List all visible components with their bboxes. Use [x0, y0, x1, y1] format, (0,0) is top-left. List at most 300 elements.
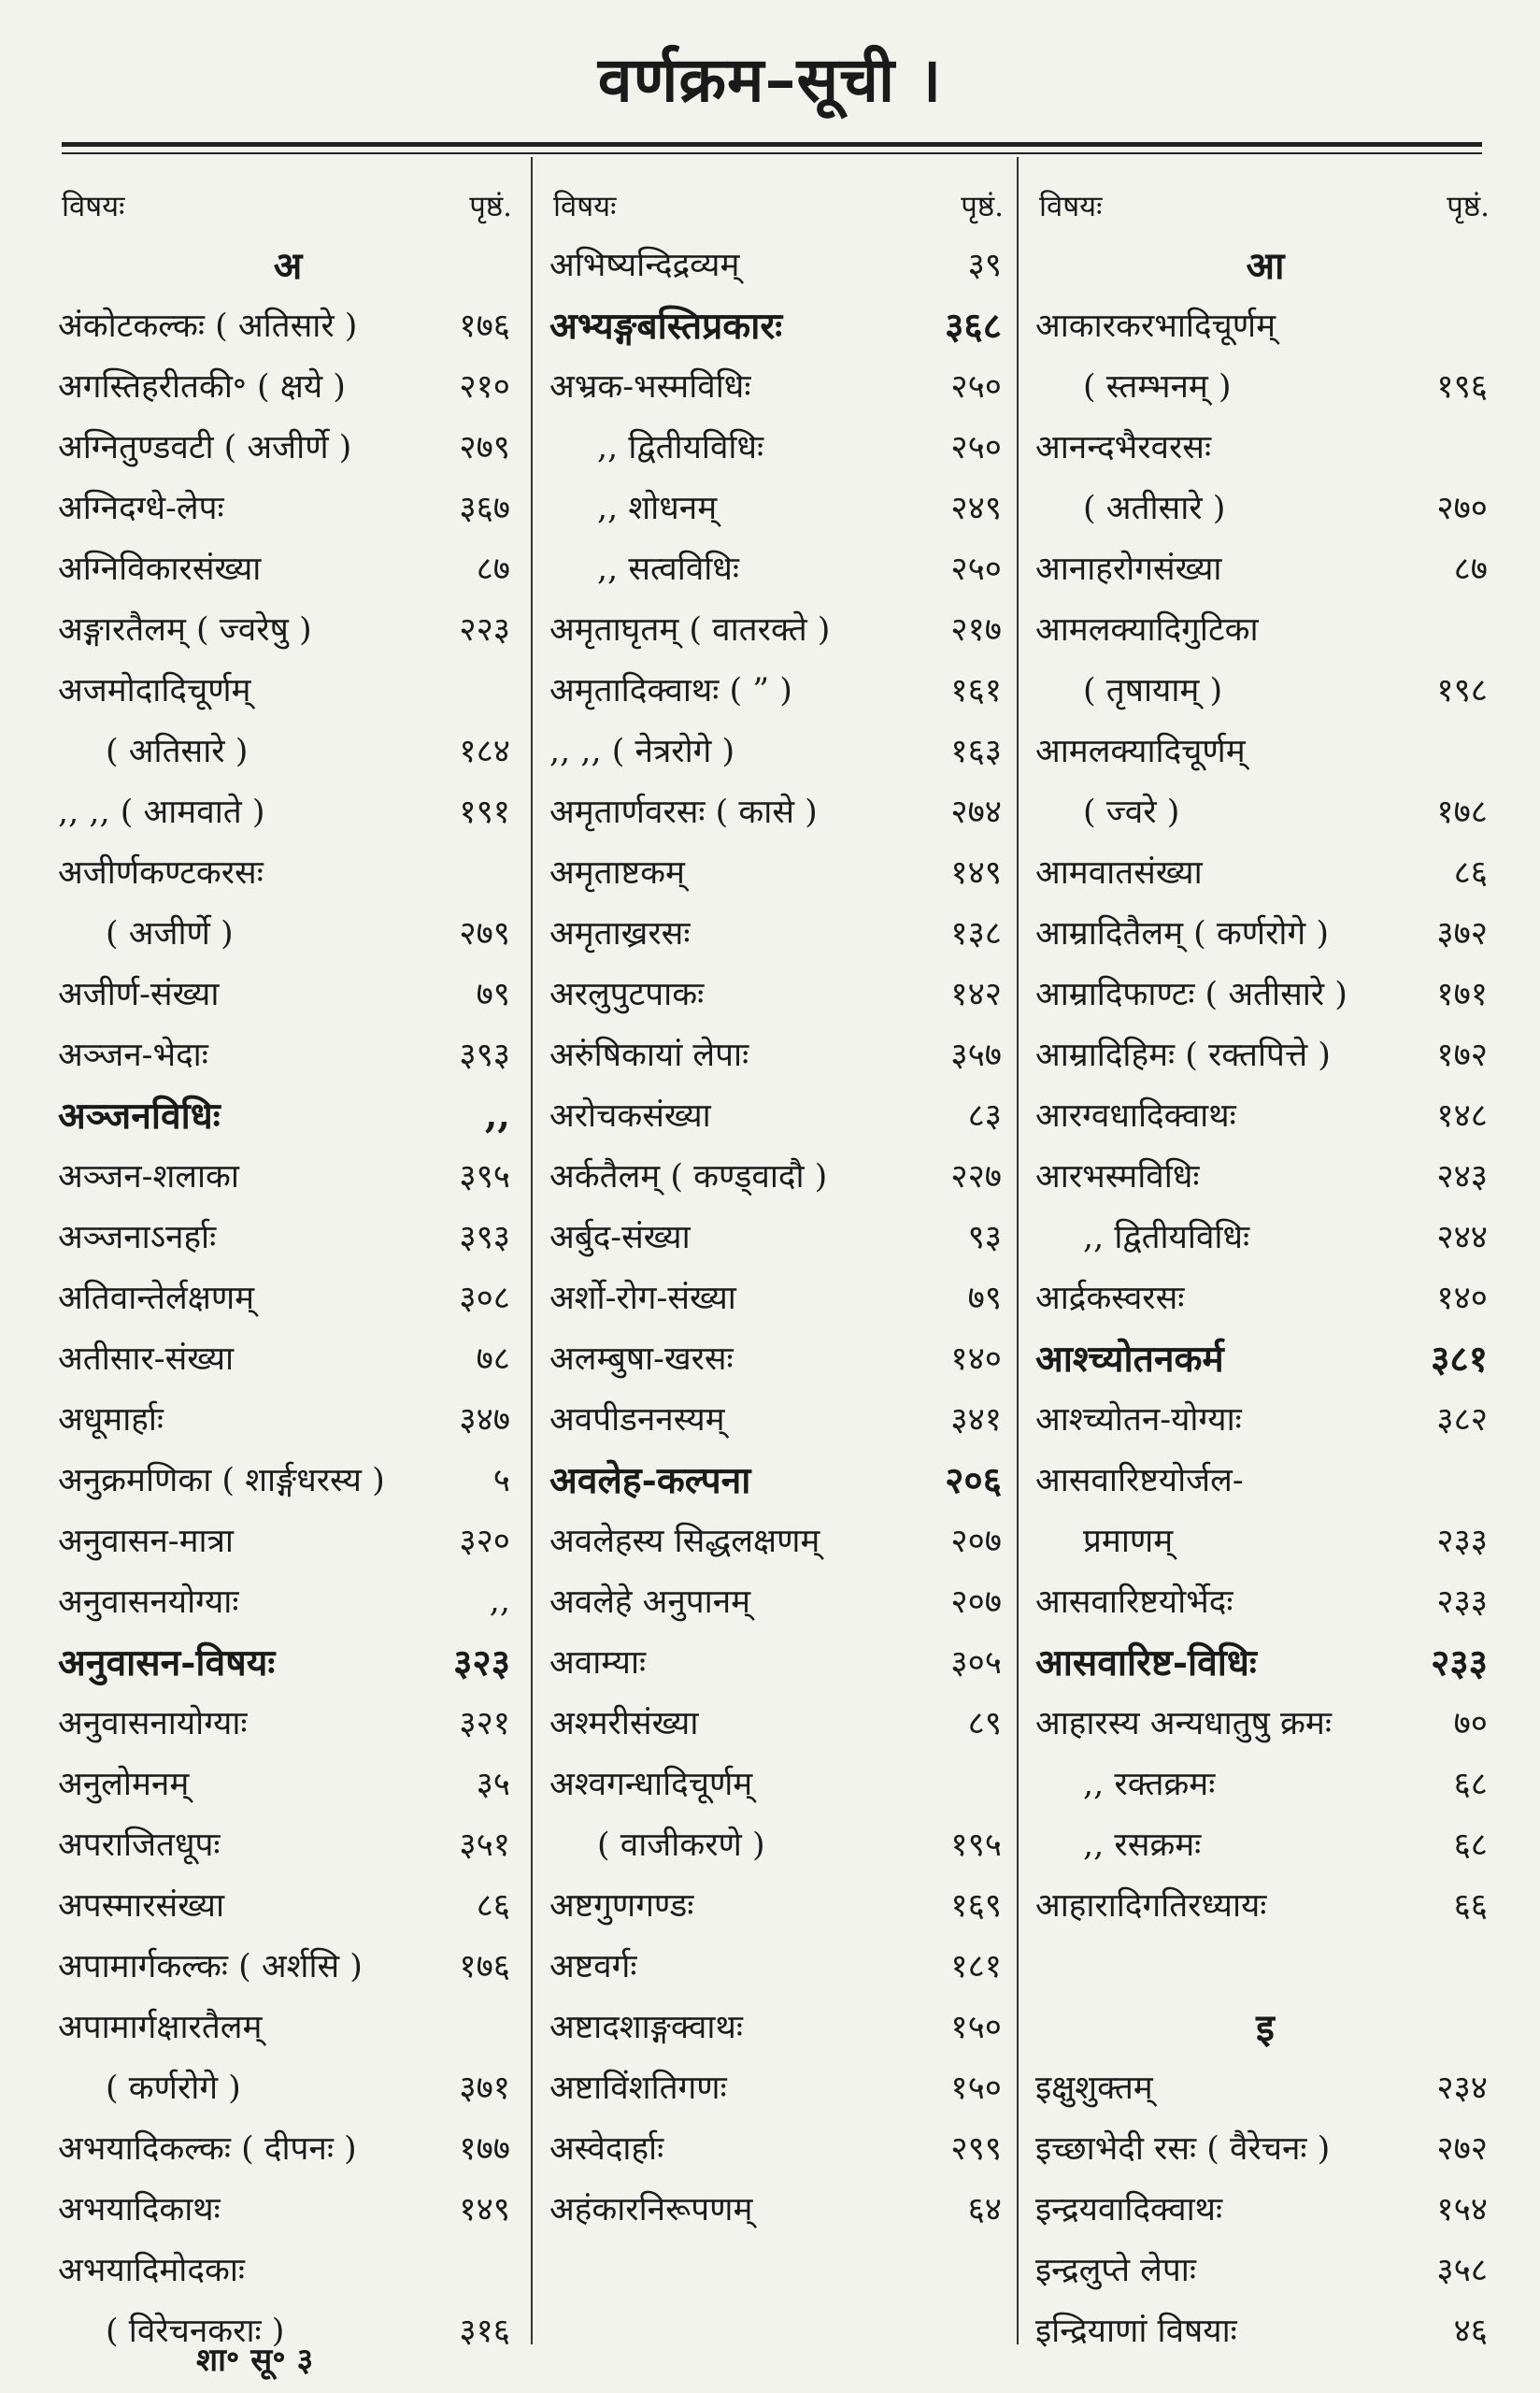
entry-text: अभ्यङ्गबस्तिप्रकारः — [549, 305, 783, 348]
entry-text: अवलेह-कल्पना — [549, 1459, 751, 1502]
index-entry — [1032, 1084, 1495, 1145]
index-entry — [1032, 720, 1495, 781]
entry-text: आश्च्योतन-योग्याः — [1035, 1401, 1242, 1439]
entry-page: १५४ — [1436, 2191, 1488, 2228]
index-entry — [54, 1449, 518, 1510]
page-header: पृष्ठं. — [961, 190, 1004, 223]
entry-text: अवलेहस्य सिद्धलक्षणम् — [549, 1523, 820, 1560]
entry-page: ३७१ — [459, 2070, 510, 2107]
entry-text: आश्च्योतनकर्म — [1035, 1338, 1224, 1381]
entry-page: ६८ — [1453, 1827, 1488, 1864]
index-entry — [1032, 963, 1495, 1024]
entry-text: ( तृषायाम् ) — [1083, 672, 1223, 709]
entry-page: २३३ — [1436, 1583, 1488, 1621]
entry-text: अधूमार्हाः — [58, 1401, 164, 1439]
entry-page: २७९ — [459, 429, 510, 466]
entry-text: अलम्बुषा-खरसः — [549, 1340, 734, 1378]
index-column — [54, 178, 518, 2360]
index-entry — [1032, 416, 1495, 477]
entry-text: अग्निविकारसंख्या — [58, 551, 262, 588]
index-entry — [54, 294, 518, 355]
index-entry — [1032, 294, 1495, 355]
entry-page: १८१ — [950, 1948, 1002, 1985]
index-entry — [1032, 477, 1495, 537]
index-entry — [54, 355, 518, 416]
entry-page: ३६७ — [459, 490, 510, 527]
entry-text: अंकोटकल्कः ( अतिसारे ) — [58, 308, 358, 345]
entry-text: अञ्जन-शलाका — [58, 1158, 240, 1196]
index-entry — [54, 1570, 518, 1631]
entry-text: इन्द्रियाणां विषयाः — [1035, 2313, 1237, 2350]
entry-text: अश्वगन्धादिचूर्णम् — [549, 1766, 753, 1803]
entry-text: अनुलोमनम् — [58, 1766, 190, 1803]
entry-text: अपस्मारसंख्या — [58, 1887, 225, 1925]
index-entry — [1032, 1388, 1495, 1449]
entry-page: २०६ — [945, 1459, 1002, 1502]
entry-text: अस्वेदार्हाः — [549, 2130, 664, 2168]
entry-text: अजीर्ण-संख्या — [58, 976, 220, 1013]
entry-text: अञ्जनाऽनर्हाः — [58, 1219, 217, 1256]
entry-page: १६१ — [950, 672, 1002, 709]
entry-page: ३९३ — [459, 1219, 510, 1256]
entry-page: ३२३ — [453, 1641, 510, 1684]
entry-text: इक्षुशुक्तम् — [1035, 2070, 1153, 2107]
entry-page: २७९ — [459, 915, 510, 953]
entry-text: आम्रादिफाण्टः ( अतीसारे ) — [1035, 976, 1348, 1013]
section-letter — [1032, 1996, 1495, 2056]
entry-text: ( ज्वरे ) — [1083, 794, 1180, 831]
entry-page: २५० — [950, 551, 1002, 588]
page-title: वर्णक्रम–सूची । — [597, 43, 943, 116]
index-entry — [1032, 2117, 1495, 2178]
entry-page: १३८ — [950, 915, 1002, 953]
entry-page: ३८१ — [1431, 1338, 1488, 1381]
index-entry — [546, 781, 1009, 841]
index-entry — [54, 2178, 518, 2239]
entry-text: आमलक्यादिचूर्णम् — [1035, 733, 1246, 770]
index-entry — [546, 1935, 1009, 1996]
entry-text: अपामार्गक्षारतैलम् — [58, 2009, 263, 2046]
index-entry — [54, 2117, 518, 2178]
subject-header: विषयः — [553, 190, 617, 223]
index-entry — [546, 1631, 1009, 1692]
index-entry — [1032, 1510, 1495, 1570]
column-divider — [531, 157, 533, 2344]
index-entry — [546, 416, 1009, 477]
index-entry — [546, 1813, 1009, 1874]
entry-text: ( वाजीकरणे ) — [597, 1827, 765, 1864]
entry-text: अभयादिकाथः — [58, 2191, 221, 2228]
entry-text: अश्मरीसंख्या — [549, 1705, 699, 1742]
entry-page: १७७ — [459, 2130, 510, 2168]
index-entry — [54, 1631, 518, 1692]
index-entry — [54, 963, 518, 1024]
entry-text: आहारस्य अन्यधातुषु क्रमः — [1035, 1705, 1332, 1742]
entry-page: १७६ — [459, 308, 510, 345]
title-rule-thick — [62, 142, 1482, 147]
entry-page: ३५८ — [1436, 2252, 1488, 2289]
entry-text: अगस्तिहरीतकी॰ ( क्षये ) — [58, 368, 346, 406]
entry-text: ( स्तम्भनम् ) — [1083, 368, 1232, 406]
entry-page: १७१ — [1436, 976, 1488, 1013]
entry-text: अपराजितधूपः — [58, 1827, 221, 1864]
index-entry — [546, 1449, 1009, 1510]
column-divider — [1017, 157, 1019, 2344]
index-entry — [54, 1145, 518, 1206]
signature-mark: शा॰ सू॰ ३ — [196, 2342, 314, 2379]
entry-page: २५० — [950, 429, 1002, 466]
entry-text: अष्टवर्गः — [549, 1948, 637, 1985]
entry-text: ( कर्णरोगे ) — [106, 2070, 241, 2107]
entry-page: ९३ — [967, 1219, 1002, 1256]
entry-text: अभ्रक-भस्मविधिः — [549, 368, 751, 406]
entry-page: ८६ — [1453, 854, 1488, 892]
entry-text: अजमोदादिचूर्णम् — [58, 672, 251, 709]
index-entry — [54, 416, 518, 477]
entry-text: अमृताख्ररसः — [549, 915, 691, 953]
entry-text: ( अतीसारे ) — [1083, 490, 1226, 527]
index-entry — [546, 1206, 1009, 1267]
entry-page: ७० — [1453, 1705, 1488, 1742]
index-entry — [1032, 1024, 1495, 1084]
entry-page: ३२१ — [459, 1705, 510, 1742]
entry-page: १७२ — [1436, 1037, 1488, 1074]
entry-text: आरभस्मविधिः — [1035, 1158, 1200, 1196]
entry-page: ८३ — [967, 1097, 1002, 1135]
entry-page: २२७ — [950, 1158, 1002, 1196]
entry-page: १९६ — [1436, 368, 1488, 406]
entry-page: ३५७ — [950, 1037, 1002, 1074]
entry-text: आनाहरोगसंख्या — [1035, 551, 1222, 588]
entry-page: ३७२ — [1436, 915, 1488, 953]
entry-text: ,, रक्तक्रमः — [1083, 1766, 1216, 1803]
entry-page: ७९ — [967, 1280, 1002, 1317]
index-entry — [1032, 2056, 1495, 2117]
entry-text: अर्कतैलम् ( कण्ड्वादौ ) — [549, 1158, 828, 1196]
index-entry — [546, 963, 1009, 1024]
entry-page: २५० — [950, 368, 1002, 406]
entry-text: ( अजीर्णे ) — [106, 915, 234, 953]
entry-text: आसवारिष्ट-विधिः — [1035, 1641, 1257, 1684]
entry-page: ८७ — [476, 551, 510, 588]
entry-page: २३३ — [1431, 1641, 1488, 1684]
entry-page: ३०५ — [950, 1644, 1002, 1682]
entry-page: १४९ — [459, 2191, 510, 2228]
entry-text: अमृताघृतम् ( वातरक्ते ) — [549, 611, 831, 649]
entry-page: ३५ — [476, 1766, 510, 1803]
subject-header: विषयः — [62, 190, 125, 223]
index-column — [1032, 178, 1495, 2360]
entry-page: ६८ — [1453, 1766, 1488, 1803]
index-entry — [1032, 841, 1495, 902]
entry-text: आनन्दभैरवरसः — [1035, 429, 1212, 466]
entry-page: २७० — [1436, 490, 1488, 527]
entry-text: आसवारिष्टयोर्जल- — [1035, 1462, 1244, 1499]
index-entry — [546, 1874, 1009, 1935]
entry-text: आरग्वधादिक्वाथः — [1035, 1097, 1236, 1135]
index-entry — [54, 2239, 518, 2300]
entry-page: २२३ — [459, 611, 510, 649]
index-entry — [546, 2178, 1009, 2239]
entry-text: ( अतिसारे ) — [106, 733, 249, 770]
index-entry — [54, 902, 518, 963]
entry-page: १९८ — [1436, 672, 1488, 709]
entry-text: अग्नितुण्डवटी ( अजीर्णे ) — [58, 429, 352, 466]
entry-text: अमृताष्टकम् — [549, 854, 685, 892]
index-entry — [546, 1692, 1009, 1753]
entry-text: ,, द्वितीयविधिः — [1083, 1219, 1250, 1256]
index-entry — [54, 1388, 518, 1449]
entry-text: अभिष्यन्दिद्रव्यम् — [549, 247, 740, 284]
index-entry — [54, 477, 518, 537]
entry-page: ३२० — [459, 1523, 510, 1560]
entry-text: अनुवासन-मात्रा — [58, 1523, 234, 1560]
index-entry — [54, 1753, 518, 1813]
entry-text: अष्टाविंशतिगणः — [549, 2070, 727, 2107]
index-entry — [1032, 781, 1495, 841]
index-entry — [546, 294, 1009, 355]
column-header — [546, 178, 1009, 234]
index-entry — [54, 720, 518, 781]
index-entry — [54, 1267, 518, 1327]
index-entry — [54, 1084, 518, 1145]
entry-text: आसवारिष्टयोर्भेदः — [1035, 1583, 1233, 1621]
index-entry — [546, 720, 1009, 781]
index-entry — [1032, 1935, 1495, 1996]
index-entry — [54, 1692, 518, 1753]
entry-text: आकारकरभादिचूर्णम् — [1035, 308, 1276, 345]
entry-page: २४९ — [950, 490, 1002, 527]
index-entry — [546, 2056, 1009, 2117]
index-entry — [546, 355, 1009, 416]
entry-text: अजीर्णकण्टकरसः — [58, 854, 264, 892]
entry-page: १४२ — [950, 976, 1002, 1013]
entry-page: १७८ — [1436, 794, 1488, 831]
entry-page: १७६ — [459, 1948, 510, 1985]
entry-text: अमृतादिक्वाथः ( ” ) — [549, 672, 792, 709]
index-entry — [546, 659, 1009, 720]
entry-text: आमलक्यादिगुटिका — [1035, 611, 1259, 649]
section-letter — [1032, 234, 1495, 294]
entry-text: ,, सत्वविधिः — [597, 551, 739, 588]
column-header — [1032, 178, 1495, 234]
entry-page: २१७ — [950, 611, 1002, 649]
index-entry — [546, 1996, 1009, 2056]
index-entry — [546, 1145, 1009, 1206]
entry-page: ३८२ — [1436, 1401, 1488, 1439]
entry-page: ३०८ — [459, 1280, 510, 1317]
entry-text: आ — [1246, 244, 1285, 288]
index-entry — [1032, 1327, 1495, 1388]
index-entry — [54, 1874, 518, 1935]
index-entry — [546, 1510, 1009, 1570]
entry-page: ६४ — [967, 2191, 1002, 2228]
entry-page: २३३ — [1436, 1523, 1488, 1560]
index-entry — [546, 1327, 1009, 1388]
entry-page: २७२ — [1436, 2130, 1488, 2168]
entry-text: अवपीडननस्यम् — [549, 1401, 725, 1439]
entry-text: इच्छाभेदी रसः ( वैरेचनः ) — [1035, 2130, 1331, 2168]
entry-text: अर्शो-रोग-संख्या — [549, 1280, 736, 1317]
index-entry — [54, 1935, 518, 1996]
entry-page: १४८ — [1436, 1097, 1488, 1135]
index-entry — [54, 659, 518, 720]
entry-page: १५० — [950, 2070, 1002, 2107]
entry-text: अवलेहे अनुपानम् — [549, 1583, 751, 1621]
entry-text: अवाम्याः — [549, 1644, 647, 1682]
entry-text: अभयादिमोदकाः — [58, 2252, 245, 2289]
index-entry — [546, 841, 1009, 902]
entry-text: अङ्गारतैलम् ( ज्वरेषु ) — [58, 611, 312, 649]
entry-page: २३४ — [1436, 2070, 1488, 2107]
index-entry — [1032, 1570, 1495, 1631]
index-entry — [546, 902, 1009, 963]
subject-header: विषयः — [1039, 190, 1103, 223]
entry-text: अष्टगुणगण्डः — [549, 1887, 694, 1925]
index-entry — [1032, 355, 1495, 416]
entry-text: आम्रादिहिमः ( रक्तपित्ते ) — [1035, 1037, 1331, 1074]
entry-text: अरोचकसंख्या — [549, 1097, 711, 1135]
entry-text: अञ्जन-भेदाः — [58, 1037, 208, 1074]
entry-text: आर्द्रकस्वरसः — [1035, 1280, 1185, 1317]
entry-page: २४३ — [1436, 1158, 1488, 1196]
entry-text: ,, रसक्रमः — [1083, 1827, 1202, 1864]
entry-text: अरलुपुटपाकः — [549, 976, 705, 1013]
index-entry — [1032, 2178, 1495, 2239]
entry-page: ३४७ — [459, 1401, 510, 1439]
index-entry — [54, 1024, 518, 1084]
entry-text: ,, ,, ( नेत्ररोगे ) — [549, 733, 735, 770]
entry-text: प्रमाणम् — [1083, 1523, 1174, 1560]
index-entry — [546, 1084, 1009, 1145]
entry-page: ५ — [492, 1462, 510, 1499]
entry-text: इन्द्रयवादिक्वाथः — [1035, 2191, 1223, 2228]
entry-page: २७४ — [950, 794, 1002, 831]
entry-page: १९५ — [950, 1827, 1002, 1864]
section-letter — [54, 234, 518, 294]
entry-page: ३९ — [967, 247, 1002, 284]
index-entry — [1032, 598, 1495, 659]
index-entry — [54, 1996, 518, 2056]
entry-page: ४६ — [1453, 2313, 1488, 2350]
index-entry — [546, 2117, 1009, 2178]
entry-text: आहारादिगतिरध्यायः — [1035, 1887, 1267, 1925]
entry-page: ३४१ — [950, 1401, 1002, 1439]
index-entry — [54, 781, 518, 841]
index-entry — [54, 1813, 518, 1874]
entry-text: अ — [273, 244, 303, 288]
entry-text: ,, शोधनम् — [597, 490, 718, 527]
entry-page: १९१ — [459, 794, 510, 831]
page-header: पृष्ठं. — [469, 190, 512, 223]
entry-page: २४४ — [1436, 1219, 1488, 1256]
entry-page: ७९ — [476, 976, 510, 1013]
title-rule-thin — [62, 152, 1482, 154]
index-entry — [1032, 1145, 1495, 1206]
entry-text: अमृतार्णवरसः ( कासे ) — [549, 794, 818, 831]
index-entry — [1032, 1449, 1495, 1510]
index-entry — [546, 477, 1009, 537]
index-entry — [1032, 1631, 1495, 1692]
entry-text: अपामार्गकल्कः ( अर्शसि ) — [58, 1948, 363, 1985]
page-header: पृष्ठं. — [1447, 190, 1490, 223]
entry-text: अनुवासन-विषयः — [58, 1641, 276, 1684]
index-entry — [1032, 1206, 1495, 1267]
entry-page: ३९३ — [459, 1037, 510, 1074]
entry-text: ( विरेचनकराः ) — [106, 2313, 285, 2350]
entry-page: ६६ — [1453, 1887, 1488, 1925]
index-entry — [1032, 2300, 1495, 2360]
entry-text: अनुवासनयोग्याः — [58, 1583, 239, 1621]
entry-page: ७८ — [476, 1340, 510, 1378]
entry-page: २०७ — [950, 1523, 1002, 1560]
index-entry — [546, 1267, 1009, 1327]
index-entry — [546, 537, 1009, 598]
entry-text: अर्बुद-संख्या — [549, 1219, 691, 1256]
index-entry — [546, 1388, 1009, 1449]
entry-page: १४० — [1436, 1280, 1488, 1317]
entry-text: इन्द्रलुप्ते लेपाः — [1035, 2252, 1196, 2289]
entry-page: ८६ — [476, 1887, 510, 1925]
index-entry — [1032, 1692, 1495, 1753]
entry-text: अनुवासनायोग्याः — [58, 1705, 248, 1742]
entry-text: ,, द्वितीयविधिः — [597, 429, 764, 466]
entry-page: ८९ — [967, 1705, 1002, 1742]
entry-text: अग्निदग्धे-लेपः — [58, 490, 224, 527]
entry-page: १४९ — [950, 854, 1002, 892]
index-entry — [54, 537, 518, 598]
entry-page: १५० — [950, 2009, 1002, 2046]
entry-page: १६३ — [950, 733, 1002, 770]
entry-page: ,, — [489, 1582, 510, 1620]
entry-page: ३६८ — [945, 305, 1002, 348]
index-entry — [546, 1753, 1009, 1813]
entry-text: अहंकारनिरूपणम् — [549, 2191, 753, 2228]
entry-page: ८७ — [1453, 551, 1488, 588]
entry-text: ,, ,, ( आमवाते ) — [58, 794, 265, 831]
index-entry — [1032, 1753, 1495, 1813]
index-entry — [1032, 1813, 1495, 1874]
index-entry — [1032, 1874, 1495, 1935]
entry-page: ३१६ — [459, 2313, 510, 2350]
index-column — [546, 178, 1009, 2239]
entry-text: अतिवान्तेर्लक्षणम् — [58, 1280, 255, 1317]
entry-text: अरुंषिकायां लेपाः — [549, 1037, 749, 1074]
index-entry — [54, 598, 518, 659]
entry-text: आमवातसंख्या — [1035, 854, 1203, 892]
entry-page: २०७ — [950, 1583, 1002, 1621]
entry-page: ,, — [484, 1093, 510, 1137]
index-entry — [1032, 1267, 1495, 1327]
entry-page: १६९ — [950, 1887, 1002, 1925]
index-entry — [1032, 537, 1495, 598]
entry-text: अभयादिकल्कः ( दीपनः ) — [58, 2130, 357, 2168]
index-entry — [546, 234, 1009, 294]
index-entry — [546, 1024, 1009, 1084]
index-entry — [1032, 659, 1495, 720]
entry-text: अनुक्रमणिका ( शार्ङ्गधरस्य ) — [58, 1462, 385, 1499]
entry-text: अतीसार-संख्या — [58, 1340, 235, 1378]
index-entry — [1032, 2239, 1495, 2300]
entry-page: २१० — [459, 368, 510, 406]
index-entry — [54, 2056, 518, 2117]
entry-text: अष्टादशाङ्गक्वाथः — [549, 2009, 743, 2046]
index-entry — [546, 1570, 1009, 1631]
entry-page: १८४ — [459, 733, 510, 770]
entry-text: इ — [1256, 2006, 1275, 2050]
entry-page: २९९ — [950, 2130, 1002, 2168]
index-entry — [546, 598, 1009, 659]
